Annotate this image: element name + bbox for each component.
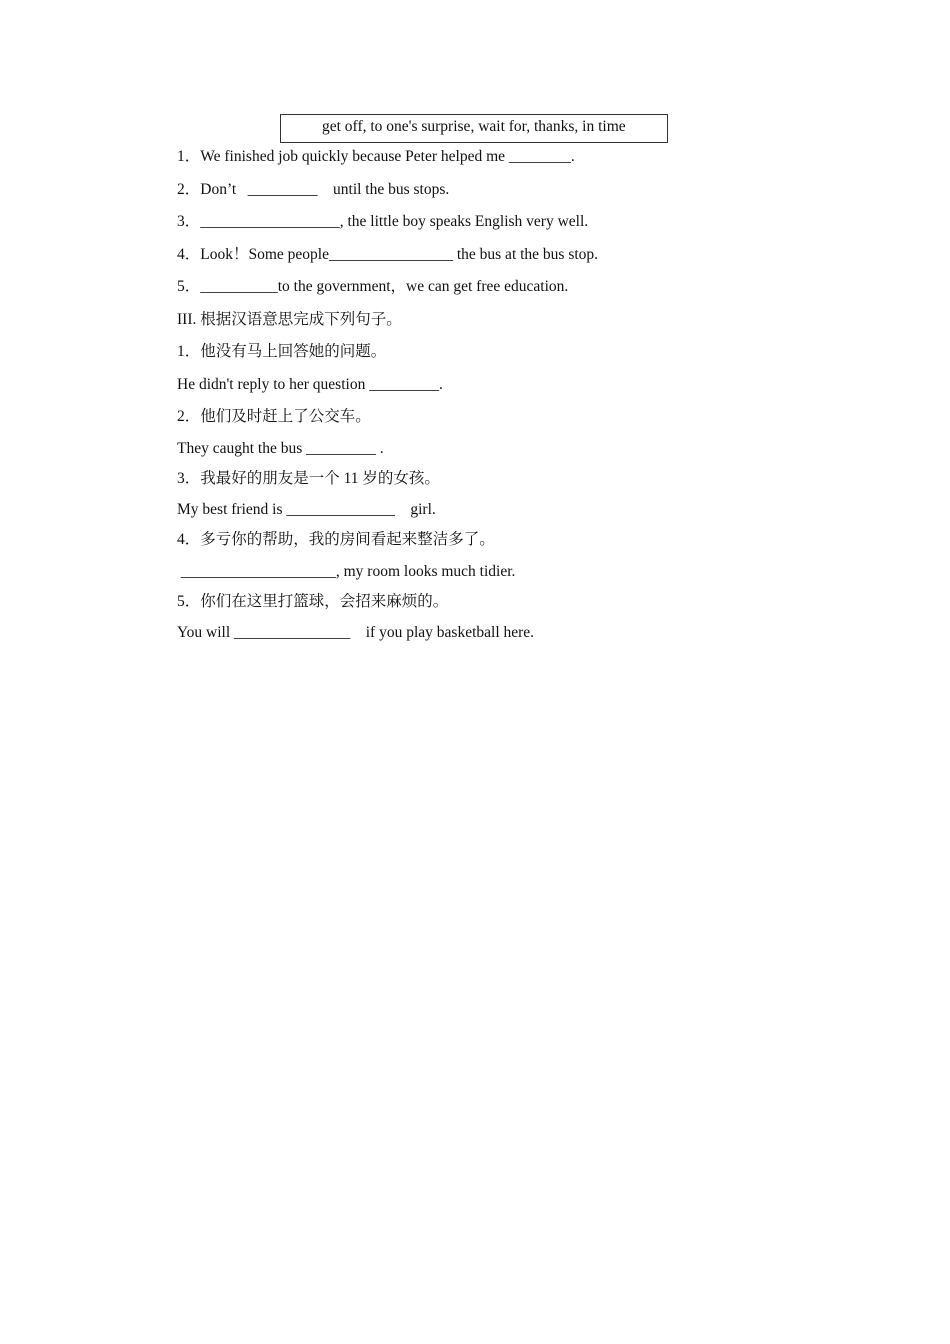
translation-answer-1: He didn't reply to her question _________. <box>177 376 443 393</box>
exercise-item-3: 3．__________________, the little boy speaks English very well. <box>177 213 589 230</box>
exercise-item-2: 2．Don’t _________ until the bus stops. <box>177 181 450 198</box>
translation-answer-5: You will _______________ if you play basketball here. <box>177 624 535 641</box>
exercise-item-1: 1．We finished job quickly because Peter helped me ________. <box>177 148 575 165</box>
translation-prompt-3: 3．我最好的朋友是一个 11 岁的女孩。 <box>177 470 440 487</box>
word-bank-box <box>280 114 668 143</box>
section-heading: III. 根据汉语意思完成下列句子。 <box>177 311 402 328</box>
translation-answer-4: ____________________, my room looks much tidier. <box>177 563 516 580</box>
translation-prompt-2: 2．他们及时赶上了公交车。 <box>177 408 371 425</box>
word-bank-text: get off, to one's surprise, wait for, thanks, in time <box>322 118 626 135</box>
translation-prompt-1: 1．他没有马上回答她的问题。 <box>177 343 387 360</box>
translation-answer-3: My best friend is ______________ girl. <box>177 501 436 518</box>
translation-prompt-5: 5．你们在这里打篮球，会招来麻烦的。 <box>177 593 449 610</box>
exercise-item-5: 5．__________to the government，we can get free education. <box>177 278 569 295</box>
translation-answer-2: They caught the bus _________ . <box>177 440 384 457</box>
translation-prompt-4: 4．多亏你的帮助，我的房间看起来整洁多了。 <box>177 531 495 548</box>
exercise-item-4: 4．Look！Some people________________ the bus at the bus stop. <box>177 246 599 263</box>
